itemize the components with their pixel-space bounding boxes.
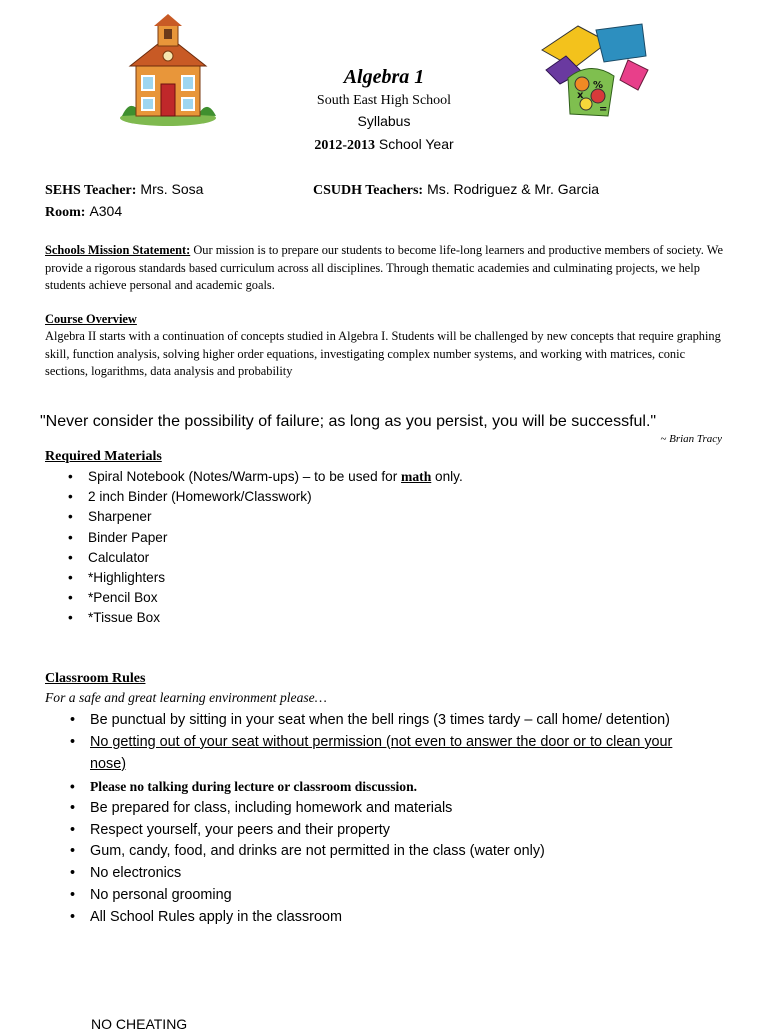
- sehs-teacher-label: SEHS Teacher:: [45, 183, 137, 198]
- classroom-rules-subheading: For a safe and great learning environment please…: [45, 690, 327, 705]
- document-type: Syllabus: [357, 113, 411, 129]
- course-overview-title: Course Overview: [45, 312, 137, 326]
- csudh-teachers: [313, 181, 599, 199]
- svg-text:x: x: [577, 90, 584, 101]
- room-label: Room:: [45, 205, 86, 220]
- csudh-teachers-names: Ms. Rodriguez & Mr. Garcia: [427, 181, 599, 197]
- schoolhouse-image: [118, 14, 218, 126]
- list-item: • Sharpener: [66, 507, 706, 527]
- list-item: • 2 inch Binder (Homework/Classwork): [66, 487, 706, 507]
- list-item: • Be prepared for class, including homework and materials: [68, 798, 708, 820]
- list-item: • Spiral Notebook (Notes/Warm-ups) – to be used for math only.: [66, 467, 706, 487]
- list-item: • *Tissue Box: [66, 608, 706, 628]
- document-title: Algebra 1: [343, 66, 425, 88]
- math-clipart-image: [538, 20, 650, 120]
- list-item: • No electronics: [68, 863, 708, 885]
- list-item: • All School Rules apply in the classroom: [68, 907, 708, 929]
- list-item: • Binder Paper: [66, 528, 706, 548]
- svg-text:=: =: [599, 104, 608, 115]
- list-item: • Be punctual by sitting in your seat when the bell rings (3 times tardy – call home/ detention): [68, 710, 708, 732]
- list-item: • No personal grooming: [68, 885, 708, 907]
- classroom-rules-list: [68, 710, 708, 929]
- list-item: • No getting out of your seat without permission (not even to answer the door or to clean your nose): [68, 732, 708, 776]
- footer-partial-text: NO CHEATING: [91, 1016, 188, 1032]
- list-item: • Please no talking during lecture or classroom discussion.: [68, 776, 708, 798]
- required-materials-list: [66, 467, 706, 629]
- quote-author: ~ Brian Tracy: [660, 433, 722, 445]
- course-overview-heading: [45, 311, 137, 329]
- course-overview-text: Algebra II starts with a continuation of concepts studied in Algebra I. Students will be challenged by new concepts that require graphing skill, function analysis, solving higher order equations, investigating complex number systems, and working with matrices, conic sections, logarithms, data analysis and probability: [45, 329, 721, 378]
- svg-text:%: %: [593, 80, 604, 91]
- school-year-label: School Year: [375, 136, 454, 152]
- school-year: [234, 136, 534, 154]
- room: [45, 203, 122, 221]
- list-item: • Calculator: [66, 548, 706, 568]
- room-number: A304: [89, 203, 123, 219]
- mission-text: Our mission is to prepare our students to become life-long learners and productive members of society. We provide a rigorous standards based curriculum across all disciplines. Through thematic academies and culminating projects, we help students achieve personal and academic goals.: [45, 243, 723, 292]
- list-item: • Gum, candy, food, and drinks are not permitted in the class (water only): [68, 841, 708, 863]
- sehs-teacher-name: Mrs. Sosa: [140, 181, 204, 197]
- csudh-teachers-label: CSUDH Teachers:: [313, 183, 424, 198]
- motivational-quote: "Never consider the possibility of failure; as long as you persist, you will be successful.": [40, 413, 657, 430]
- school-name: South East High School: [316, 93, 452, 108]
- list-item: • *Pencil Box: [66, 588, 706, 608]
- math-emphasis: math: [401, 469, 432, 484]
- mission-statement: [45, 242, 725, 295]
- sehs-teacher: [45, 181, 203, 199]
- school-year-range: 2012-2013: [314, 138, 376, 153]
- list-item: • Respect yourself, your peers and their property: [68, 820, 708, 842]
- required-materials-heading: Required Materials: [45, 449, 162, 464]
- classroom-rules-heading: Classroom Rules: [45, 671, 146, 686]
- list-item: • *Highlighters: [66, 568, 706, 588]
- mission-heading: Schools Mission Statement:: [45, 243, 191, 257]
